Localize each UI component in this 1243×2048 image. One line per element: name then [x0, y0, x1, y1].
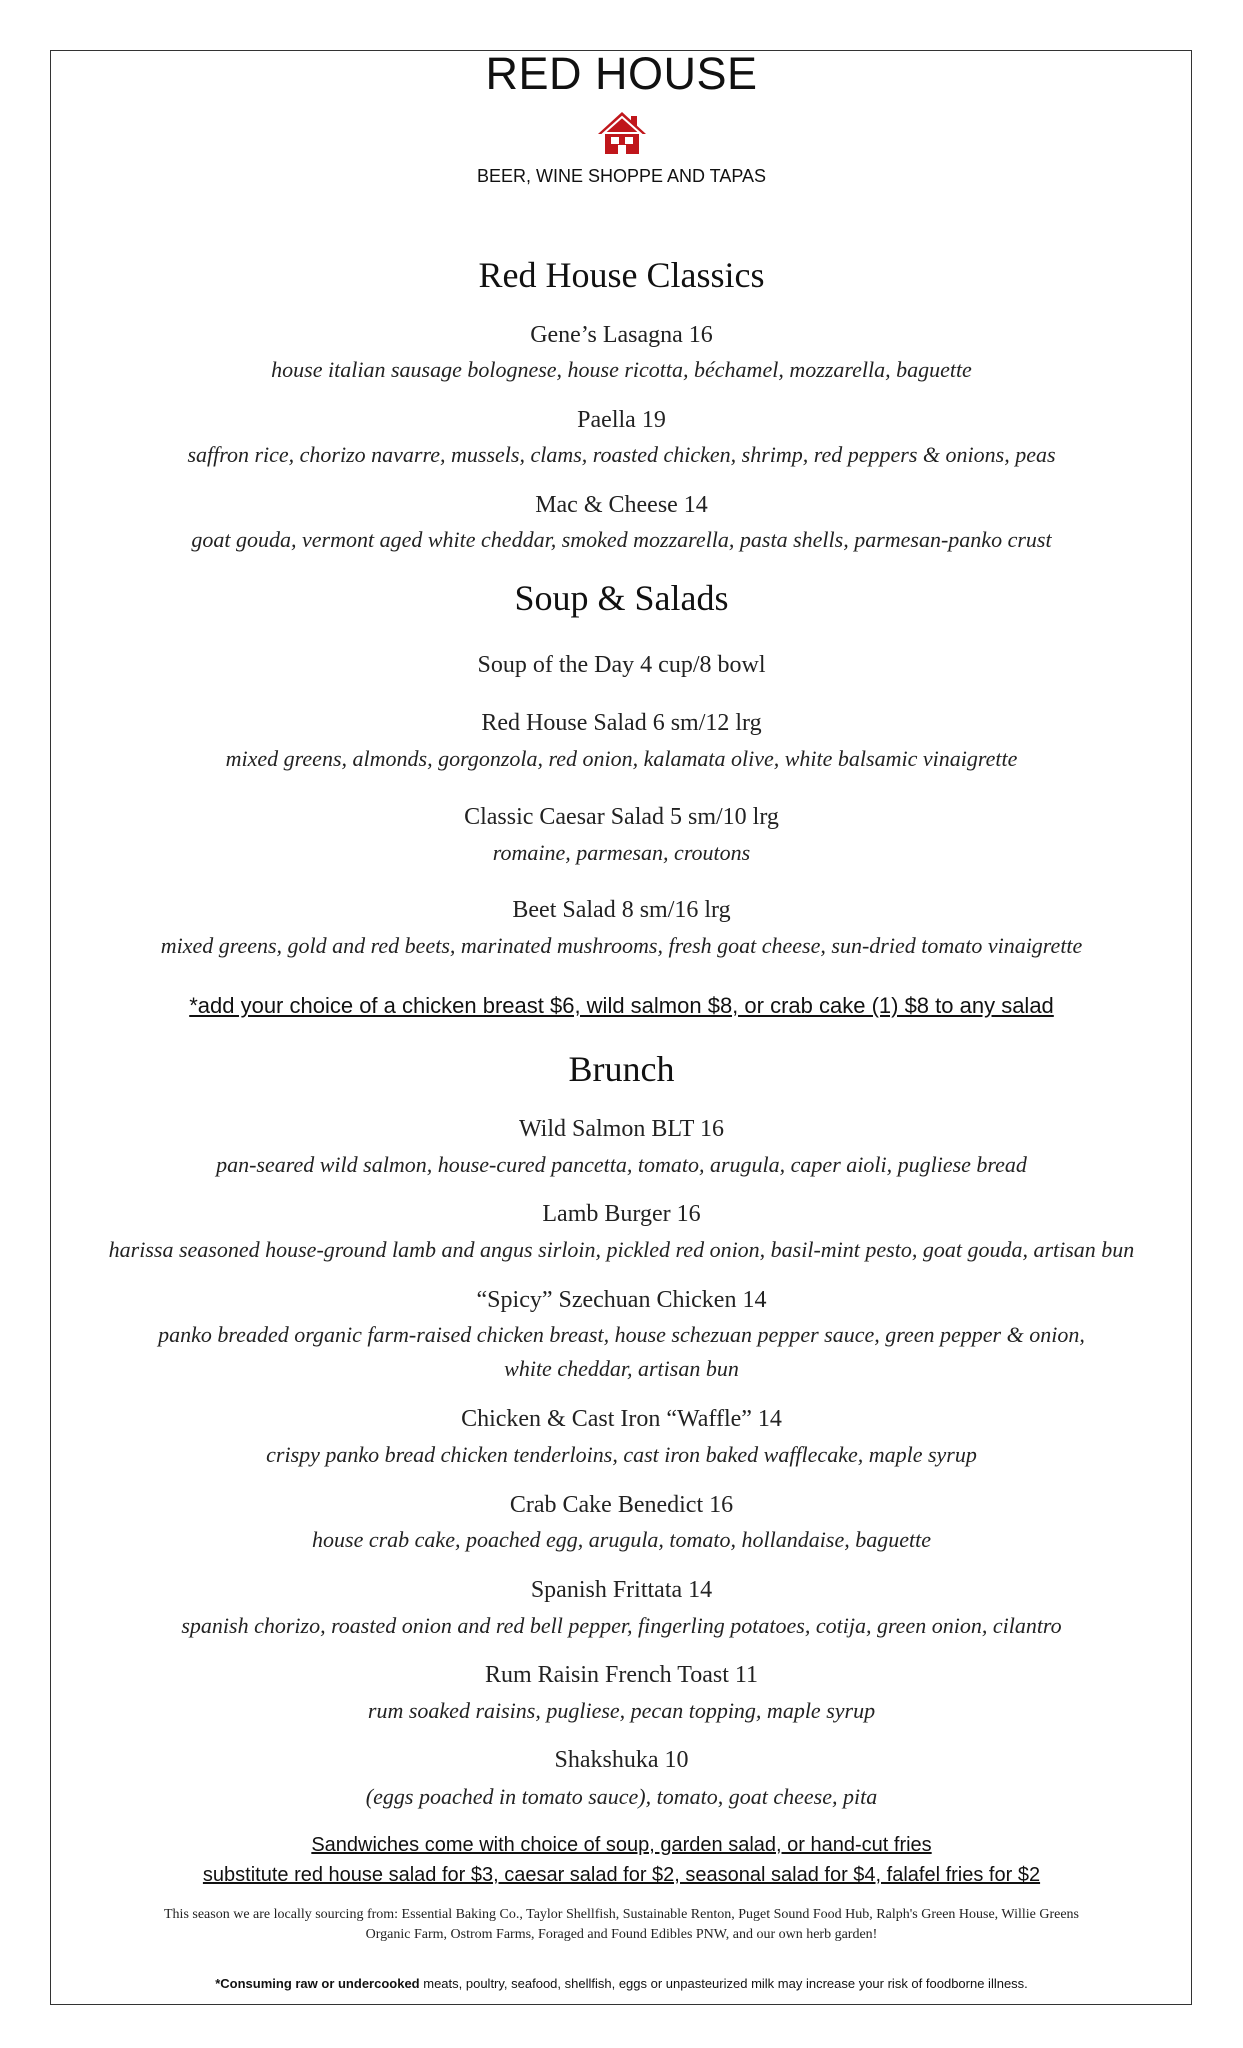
menu-item-description: romaine, parmesan, croutons: [492, 840, 751, 865]
menu-item-description: house crab cake, poached egg, arugula, tomato, hollandaise, baguette: [312, 1527, 931, 1552]
menu-item-name: Shakshuka 10: [554, 1747, 689, 1773]
restaurant-title: RED HOUSE: [485, 48, 758, 99]
section-heading-brunch: Brunch: [568, 1049, 675, 1089]
menu-item-description: pan-seared wild salmon, house-cured pancetta, tomato, arugula, caper aioli, pugliese bread: [216, 1152, 1027, 1177]
menu-item-name: Crab Cake Benedict 16: [509, 1492, 734, 1518]
menu-item-name: Beet Salad 8 sm/16 lrg: [512, 897, 731, 923]
tagline: BEER, WINE SHOPPE AND TAPAS: [476, 166, 767, 186]
foodborne-disclaimer: [0, 1976, 1243, 1991]
menu-item-name: “Spicy” Szechuan Chicken 14: [476, 1287, 767, 1313]
menu-item-description: harissa seasoned house-ground lamb and angus sirloin, pickled red onion, basil-mint pesto, goat gouda, artisan bun: [108, 1237, 1135, 1262]
menu-item-name: Classic Caesar Salad 5 sm/10 lrg: [464, 804, 779, 830]
section-heading-soups: Soup & Salads: [514, 578, 729, 618]
menu-item-name: Spanish Frittata 14: [530, 1577, 713, 1603]
substitution-note: substitute red house salad for $3, caesar salad for $2, seasonal salad for $4, falafel fries for $2: [202, 1864, 1041, 1886]
menu-item-description: mixed greens, gold and red beets, marinated mushrooms, fresh goat cheese, sun-dried tomato vinaigrette: [160, 933, 1083, 958]
menu-item-name: Lamb Burger 16: [542, 1201, 701, 1227]
menu-item-name: Gene’s Lasagna 16: [530, 322, 713, 348]
menu-item-description-cont: white cheddar, artisan bun: [504, 1356, 739, 1381]
menu-item-name: Wild Salmon BLT 16: [518, 1116, 725, 1142]
salad-addon-note: *add your choice of a chicken breast $6, wild salmon $8, or crab cake (1) $8 to any salad: [189, 993, 1054, 1018]
local-sourcing-line-2: Organic Farm, Ostrom Farms, Foraged and Found Edibles PNW, and our own herb garden!: [365, 1927, 878, 1942]
menu-item-name: Rum Raisin French Toast 11: [485, 1662, 758, 1688]
menu-item-description: crispy panko bread chicken tenderloins, cast iron baked wafflecake, maple syrup: [266, 1442, 977, 1467]
disclaimer-text: meats, poultry, seafood, shellfish, eggs or unpasteurized milk may increase your risk of foodborne illness.: [419, 1976, 1028, 1991]
menu-item-description: goat gouda, vermont aged white cheddar, smoked mozzarella, pasta shells, parmesan-panko crust: [191, 527, 1052, 552]
disclaimer-bold: *Consuming raw or undercooked: [215, 1976, 420, 1991]
menu-item-name: Mac & Cheese 14: [535, 492, 708, 518]
menu-item-name: Chicken & Cast Iron “Waffle” 14: [461, 1406, 782, 1432]
menu-item-description: saffron rice, chorizo navarre, mussels, clams, roasted chicken, shrimp, red peppers & onions, peas: [187, 442, 1056, 467]
menu-item-description: mixed greens, almonds, gorgonzola, red onion, kalamata olive, white balsamic vinaigrette: [225, 746, 1018, 771]
menu-item-description: rum soaked raisins, pugliese, pecan topping, maple syrup: [367, 1698, 876, 1723]
local-sourcing-line-1: This season we are locally sourcing from: Essential Baking Co., Taylor Shellfish, Sustainable Renton, Puget Sound Food Hub, Ralph's Green House, Willie Greens: [164, 1907, 1079, 1922]
menu-item-description: spanish chorizo, roasted onion and red bell pepper, fingerling potatoes, cotija, green onion, cilantro: [181, 1613, 1062, 1638]
menu-item-description: panko breaded organic farm-raised chicken breast, house schezuan pepper sauce, green pepper & onion,: [158, 1322, 1085, 1347]
menu-item-description: (eggs poached in tomato sauce), tomato, goat cheese, pita: [365, 1784, 878, 1809]
sandwich-sides-note: Sandwiches come with choice of soup, garden salad, or hand-cut fries: [311, 1834, 932, 1856]
menu-item-name: Red House Salad 6 sm/12 lrg: [481, 710, 762, 736]
menu-item-name: Paella 19: [577, 407, 666, 433]
section-heading-classics: Red House Classics: [478, 255, 765, 295]
menu-item-name: Soup of the Day 4 cup/8 bowl: [477, 652, 766, 678]
menu-item-description: house italian sausage bolognese, house ricotta, béchamel, mozzarella, baguette: [271, 357, 972, 382]
house-icon: [596, 110, 648, 156]
